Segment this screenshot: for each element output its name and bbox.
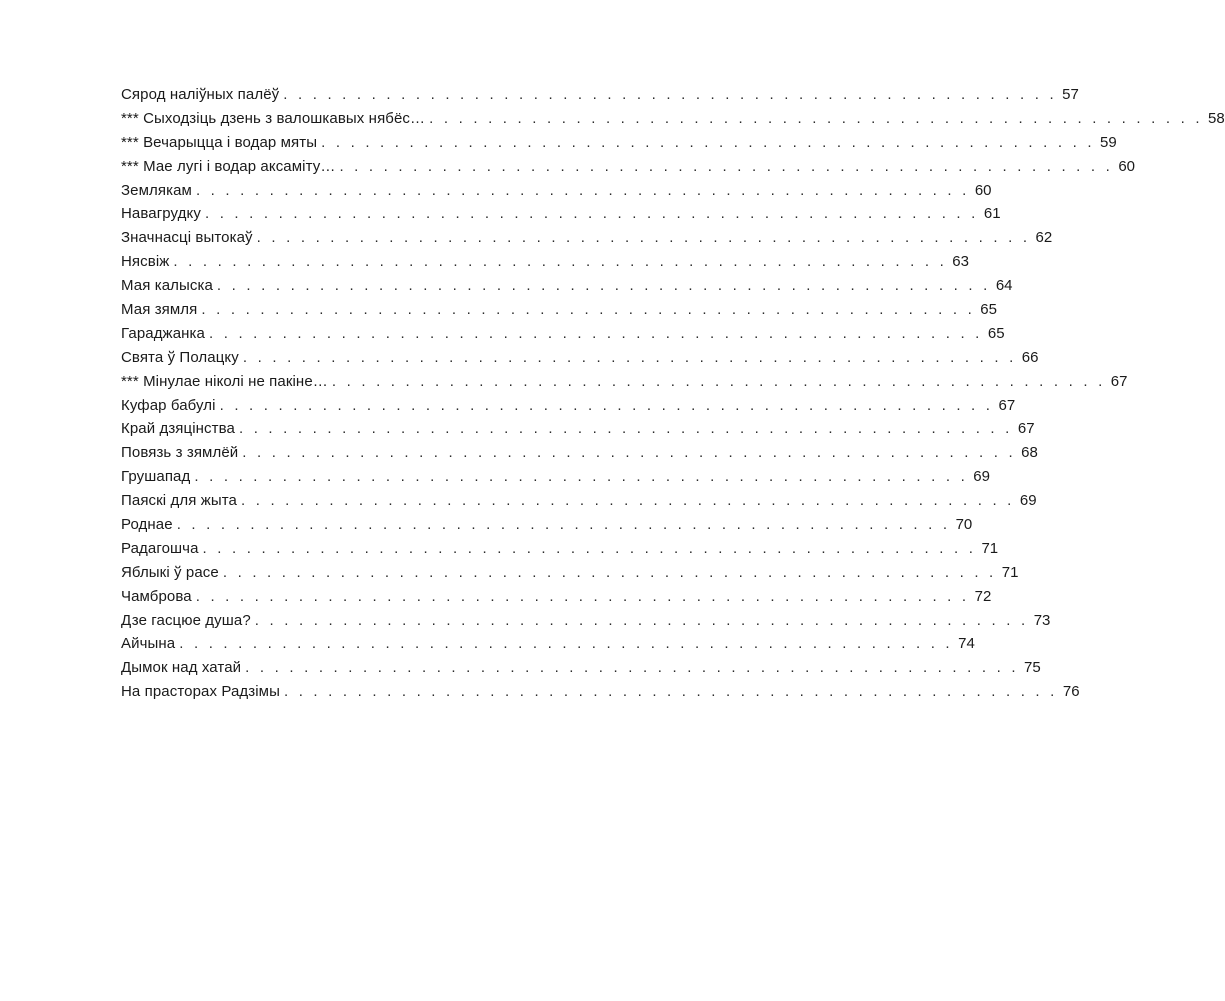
toc-entry	[121, 298, 997, 322]
toc-entry-page: 74	[958, 635, 975, 653]
toc-entry	[121, 179, 992, 203]
toc-entry-title: Мая калыска	[121, 277, 213, 295]
toc-entry-title: Свята ў Полацку	[121, 348, 239, 366]
toc-entry-title: На прасторах Радзiмы	[121, 683, 280, 701]
toc-leader-dots: . . . . . . . . . . . . . . . . . . . . . . . . . . . . . . . . . . . . . . . . . . . . . . . . . . . . .	[194, 468, 968, 486]
toc-entry	[121, 346, 1039, 370]
toc-entry-page: 67	[1017, 420, 1035, 438]
toc-entry-page: 60	[1118, 157, 1136, 175]
toc-entry-page: 69	[1019, 492, 1037, 510]
toc-leader-dots: . . . . . . . . . . . . . . . . . . . . . . . . . . . . . . . . . . . . . . . . . . . . . . . . . . . . .	[238, 420, 1013, 438]
toc-entry-page: 63	[952, 253, 969, 271]
toc-leader-dots: . . . . . . . . . . . . . . . . . . . . . . . . . . . . . . . . . . . . . . . . . . . . . . . . . . . . .	[242, 348, 1017, 366]
toc-entry	[121, 107, 1225, 131]
toc-entry-title: Куфар бабулi	[121, 396, 216, 414]
toc-entry-page: 57	[1062, 86, 1079, 103]
toc-entry	[121, 441, 1038, 465]
toc-leader-dots: . . . . . . . . . . . . . . . . . . . . . . . . . . . . . . . . . . . . . . . . . . . . . . . . . . . . .	[242, 444, 1016, 462]
toc-leader-dots: . . . . . . . . . . . . . . . . . . . . . . . . . . . . . . . . . . . . . . . . . . . . . . . . . . . . .	[195, 587, 970, 605]
toc-entry-title: Гараджанка	[121, 324, 205, 342]
toc-leader-dots: . . . . . . . . . . . . . . . . . . . . . . . . . . . . . . . . . . . . . . . . . . . . . . . . . . . . .	[321, 133, 1095, 151]
toc-leader-dots: . . . . . . . . . . . . . . . . . . . . . . . . . . . . . . . . . . . . . . . . . . . . . . . . . . . . .	[204, 205, 979, 223]
toc-leader-dots: . . . . . . . . . . . . . . . . . . . . . . . . . . . . . . . . . . . . . . . . . . . . . . . . . . . . .	[176, 516, 951, 534]
toc-leader-dots: . . . . . . . . . . . . . . . . . . . . . . . . . . . . . . . . . . . . . . . . . . . . . . . . . . . . .	[331, 372, 1106, 390]
toc-entry	[121, 394, 1016, 418]
toc-leader-dots: . . . . . . . . . . . . . . . . . . . . . . . . . . . . . . . . . . . . . . . . . . . . . . . . . . . . .	[216, 277, 991, 295]
toc-leader-dots: . . . . . . . . . . . . . . . . . . . . . . . . . . . . . . . . . . . . . . . . . . . . . . . . . . . . .	[202, 539, 977, 557]
toc-leader-dots: . . . . . . . . . . . . . . . . . . . . . . . . . . . . . . . . . . . . . . . . . . . . . . . . . . . . .	[195, 181, 970, 199]
toc-entry-title: Нясвiж	[121, 253, 170, 271]
toc-entry	[121, 322, 1005, 346]
toc-entry-page: 62	[1035, 229, 1053, 247]
toc-entry-title: Повязь з зямлёй	[121, 444, 239, 462]
toc-entry-title: Чамброва	[121, 587, 192, 605]
toc-leader-dots: . . . . . . . . . . . . . . . . . . . . . . . . . . . . . . . . . . . . . . . . . . . . . . . . . . . . .	[254, 611, 1029, 629]
toc-entry-title: Роднае	[121, 516, 173, 534]
toc-leader-dots: . . . . . . . . . . . . . . . . . . . . . . . . . . . . . . . . . . . . . . . . . . . . . . . . . . . . .	[283, 683, 1058, 701]
toc-entry	[121, 131, 1117, 155]
toc-entry-title: Мая зямля	[121, 301, 198, 319]
toc-entry	[121, 83, 1079, 107]
toc-entry	[121, 465, 990, 489]
toc-entry	[121, 513, 973, 537]
toc-entry	[121, 537, 999, 561]
toc-leader-dots: . . . . . . . . . . . . . . . . . . . . . . . . . . . . . . . . . . . . . . . . . . . . . . . . . . . . .	[245, 659, 1019, 677]
toc-entry-title: Сярод налiўных палёў	[121, 86, 280, 103]
toc-entry-page: 64	[995, 277, 1013, 295]
toc-entry-title: Край дзяцiнства	[121, 420, 235, 438]
toc-entry-title: Дымок над хатай	[121, 659, 242, 677]
toc-entry-page: 58	[1208, 109, 1225, 127]
toc-entry-page: 66	[1021, 348, 1039, 366]
toc-entry-title: Грушапад	[121, 468, 191, 486]
toc-entry-title: Яблыкi ў расе	[121, 563, 219, 581]
toc-entry-page: 67	[1110, 372, 1128, 390]
toc-entry	[121, 489, 1037, 513]
toc-leader-dots: . . . . . . . . . . . . . . . . . . . . . . . . . . . . . . . . . . . . . . . . . . . . . . . . . . . . .	[173, 253, 947, 271]
toc-entry-page: 65	[987, 324, 1005, 342]
toc-entry-page: 75	[1024, 659, 1041, 677]
toc-entry-page: 65	[980, 301, 997, 319]
toc-entry	[121, 585, 992, 609]
toc-entry-title: *** Мае лугi i водар аксамiту…	[121, 157, 336, 175]
toc-entry	[121, 250, 969, 274]
toc-leader-dots: . . . . . . . . . . . . . . . . . . . . . . . . . . . . . . . . . . . . . . . . . . . . . . . . . . . . .	[179, 635, 953, 653]
toc-entry	[121, 202, 1001, 226]
toc-entry-title: Айчына	[121, 635, 176, 653]
toc-entry	[121, 155, 1136, 179]
toc-entry-page: 70	[955, 516, 973, 534]
toc-entry-page: 69	[973, 468, 990, 486]
toc-leader-dots: . . . . . . . . . . . . . . . . . . . . . . . . . . . . . . . . . . . . . . . . . . . . . . . . . . . . .	[429, 109, 1203, 127]
toc-entry-page: 73	[1033, 611, 1051, 629]
toc-entry-title: Паяскi для жыта	[121, 492, 237, 510]
toc-entry	[121, 226, 1053, 250]
toc-entry-page: 76	[1062, 683, 1080, 701]
toc-entry	[121, 561, 1019, 585]
toc-leader-dots: . . . . . . . . . . . . . . . . . . . . . . . . . . . . . . . . . . . . . . . . . . . . . . . . . . . . .	[222, 563, 997, 581]
toc-entry-page: 67	[998, 396, 1016, 414]
toc-entry-title: *** Мiнулае нiколi не пакiне…	[121, 372, 328, 390]
toc-leader-dots: . . . . . . . . . . . . . . . . . . . . . . . . . . . . . . . . . . . . . . . . . . . . . . . . . . . . .	[240, 492, 1015, 510]
toc-leader-dots: . . . . . . . . . . . . . . . . . . . . . . . . . . . . . . . . . . . . . . . . . . . . . . . . . . . . .	[201, 301, 975, 319]
toc-entry-page: 68	[1021, 444, 1038, 462]
toc-entry-page: 71	[1001, 563, 1019, 581]
toc-entry-title: *** Сыходзiць дзень з валошкавых нябёс…	[121, 109, 426, 127]
toc-leader-dots: . . . . . . . . . . . . . . . . . . . . . . . . . . . . . . . . . . . . . . . . . . . . . . . . . . . . .	[256, 229, 1031, 247]
toc-entry-title: Навагрудку	[121, 205, 201, 223]
toc-entry	[121, 370, 1128, 394]
toc-entry	[121, 632, 975, 656]
toc-entry	[121, 274, 1013, 298]
toc-leader-dots: . . . . . . . . . . . . . . . . . . . . . . . . . . . . . . . . . . . . . . . . . . . . . . . . . . . . .	[219, 396, 994, 414]
toc-entry-title: Дзе гасцюе душа?	[121, 611, 251, 629]
toc-entry-page: 72	[974, 587, 992, 605]
toc-entry-page: 60	[974, 181, 992, 199]
toc-leader-dots: . . . . . . . . . . . . . . . . . . . . . . . . . . . . . . . . . . . . . . . . . . . . . . . . . . . . .	[208, 324, 983, 342]
table-of-contents	[121, 83, 1225, 704]
toc-entry-page: 71	[981, 539, 999, 557]
toc-entry	[121, 656, 1041, 680]
toc-entry-title: Радагошча	[121, 539, 199, 557]
toc-entry-page: 61	[983, 205, 1001, 223]
toc-entry-title: Землякам	[121, 181, 192, 199]
toc-entry-title: *** Вечарыцца i водар мяты	[121, 133, 318, 151]
toc-entry	[121, 417, 1035, 441]
toc-leader-dots: . . . . . . . . . . . . . . . . . . . . . . . . . . . . . . . . . . . . . . . . . . . . . . . . . . . . .	[339, 157, 1114, 175]
toc-entry	[121, 609, 1051, 633]
toc-entry-title: Значнасцi вытокаў	[121, 229, 253, 247]
toc-leader-dots: . . . . . . . . . . . . . . . . . . . . . . . . . . . . . . . . . . . . . . . . . . . . . . . . . . . . .	[283, 86, 1057, 103]
toc-entry-page: 59	[1100, 133, 1117, 151]
toc-entry	[121, 680, 1080, 704]
